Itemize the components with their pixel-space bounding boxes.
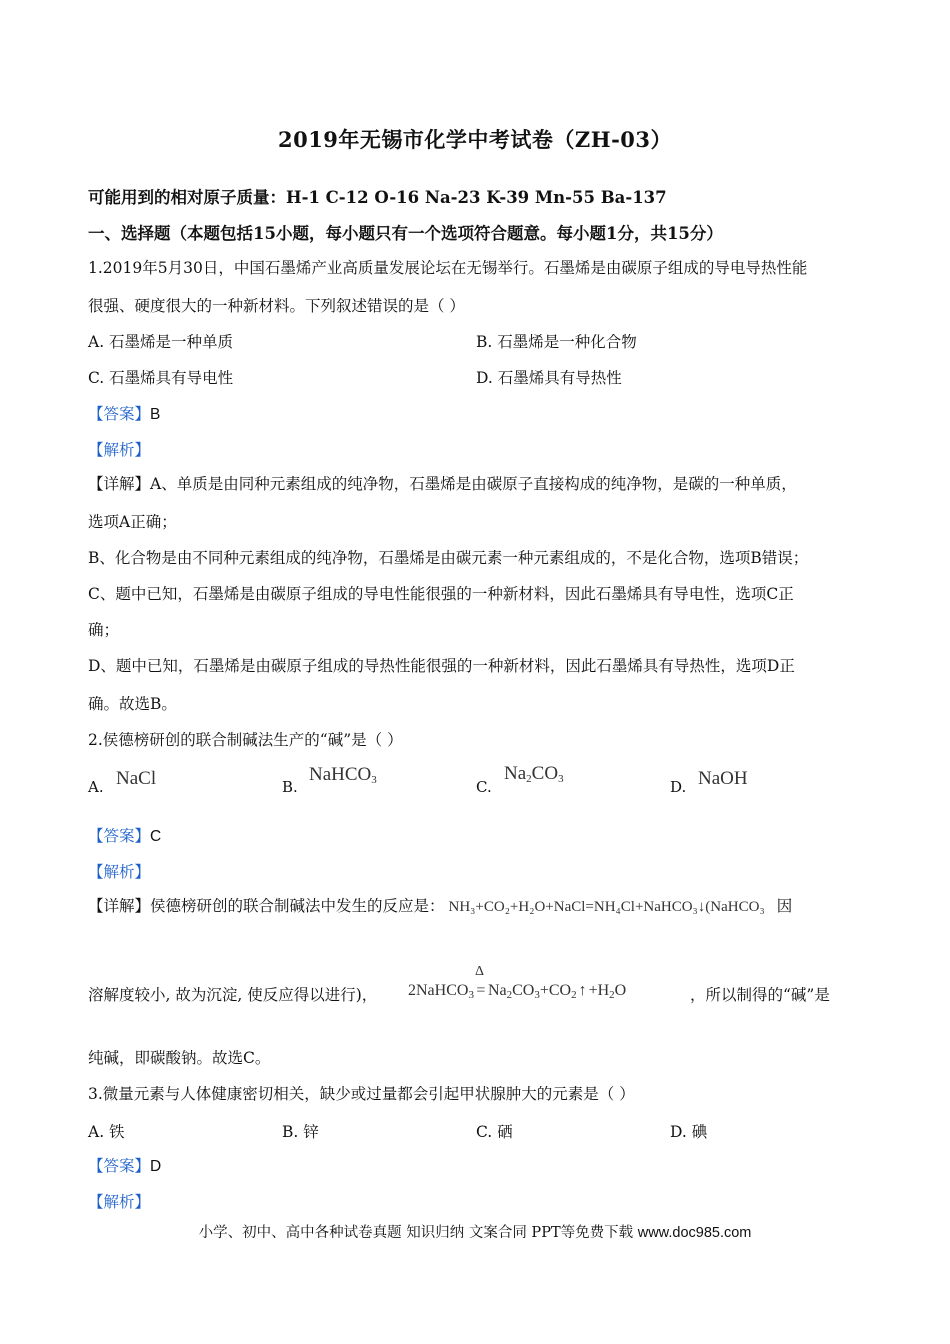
formula-subscript: 3 <box>534 989 540 1001</box>
formula-text: +H <box>588 982 610 999</box>
heat-equals: Δ = <box>474 964 486 999</box>
formula-text: O <box>614 982 627 999</box>
delta-symbol: Δ <box>474 964 484 979</box>
page-title: 2019年无锡市化学中考试卷（ZH-03） <box>277 127 673 152</box>
page-footer <box>0 1221 950 1242</box>
formula-subscript: 2 <box>571 989 577 1001</box>
q2-detail-line3: 纯碱，即碳酸钠。故选C。 <box>88 1049 271 1067</box>
q2-option-c-label: C. <box>476 778 492 796</box>
formula-subscript: 3 <box>371 774 377 786</box>
q2-option-a-label: A. <box>88 778 104 796</box>
q1-detail-line3: B、化合物是由不同种元素组成的纯净物，石墨烯是由碳元素一种元素组成的，不是化合物，选项B错误； <box>88 549 809 567</box>
footer-text: 小学、初中、高中各种试卷真题 知识归纳 文案合同 PPT等免费下载 <box>198 1225 638 1241</box>
answer-tag: 【答案】 <box>88 405 151 423</box>
q1-detail-line6: D、题中已知，石墨烯是由碳原子组成的导热性能很强的一种新材料，因此石墨烯具有导热性，选项D正 <box>88 657 795 675</box>
gas-arrow-icon: ↑ <box>578 982 587 999</box>
formula-text: 2NaHCO <box>408 982 469 999</box>
formula-text: CO <box>531 763 559 784</box>
q3-option-c: C. 硒 <box>476 1123 513 1141</box>
answer-tag: 【答案】 <box>88 1157 151 1175</box>
formula-text: +CO <box>539 982 572 999</box>
q3-answer <box>88 1154 161 1176</box>
answer-value: D <box>150 1158 162 1175</box>
q1-detail-line7: 确。故选B。 <box>88 695 177 713</box>
q1-option-c: C. 石墨烯具有导电性 <box>88 369 234 387</box>
detail-text: 因 <box>776 897 793 915</box>
formula-subscript: 3 <box>558 773 564 785</box>
detail-text: 溶解度较小, 故为沉淀, 使反应得以进行)， <box>88 986 378 1004</box>
q2-option-c-formula <box>504 763 564 785</box>
answer-value: C <box>150 828 162 845</box>
formula-subscript: 2 <box>506 989 513 1001</box>
q1-detail-line1: 【详解】A、单质是由同种元素组成的纯净物，石墨烯是由碳原子直接构成的纯净物，是碳的一种单质， <box>88 475 797 493</box>
q1-analysis-tag: 【解析】 <box>88 441 151 459</box>
formula-text: NaHCO <box>309 764 372 785</box>
q2-option-b-label: B. <box>282 778 298 796</box>
q2-stem: 2.侯德榜研创的联合制碱法生产的“碱”是（ ） <box>88 731 403 749</box>
formula-text: CO <box>512 982 535 999</box>
formula-subscript: 2 <box>609 989 615 1001</box>
section-heading: 一、选择题（本题包括15小题，每小题只有一个选项符合题意。每小题1分，共15分） <box>88 224 723 243</box>
q2-answer <box>88 824 161 846</box>
reaction-equation-1: NH₃+CO₂+H₂O+NaCl=NH₄Cl+NaHCO₃↓(NaHCO₃ <box>448 899 765 915</box>
atomic-masses: 可能用到的相对原子质量：H-1 C-12 O-16 Na-23 K-39 Mn-55 Ba-137 <box>88 188 667 207</box>
q1-detail-line2: 选项A正确； <box>88 513 177 531</box>
reaction-equation-2 <box>408 964 627 1001</box>
q3-stem: 3.微量元素与人体健康密切相关，缺少或过量都会引起甲状腺肿大的元素是（ ） <box>88 1085 635 1103</box>
q3-analysis-tag: 【解析】 <box>88 1193 151 1211</box>
q3-option-b: B. 锌 <box>282 1123 319 1141</box>
q2-detail-line2-suffix: ，所以制得的“碱”是 <box>690 986 830 1004</box>
q2-option-a-formula: NaCl <box>116 768 157 789</box>
q1-option-d: D. 石墨烯具有导热性 <box>476 369 622 387</box>
q2-detail-line2 <box>88 985 377 1005</box>
q2-option-d-label: D. <box>670 778 687 796</box>
q2-detail-line1 <box>88 896 792 917</box>
q1-detail-line4: C、题中已知，石墨烯是由碳原子组成的导电性能很强的一种新材料，因此石墨烯具有导电性，选项C正 <box>88 585 794 603</box>
formula-text: Na <box>487 982 507 999</box>
q1-option-b: B. 石墨烯是一种化合物 <box>476 333 637 351</box>
detail-text: 【详解】侯德榜研创的联合制碱法中发生的反应是： <box>88 897 445 915</box>
q1-answer <box>88 402 160 424</box>
q1-stem-line2: 很强、硬度很大的一种新材料。下列叙述错误的是（ ） <box>88 297 465 315</box>
formula-text: Na <box>504 763 527 784</box>
q3-option-d: D. 碘 <box>670 1123 708 1141</box>
footer-link[interactable]: www.doc985.com <box>637 1225 752 1241</box>
q1-option-a: A. 石墨烯是一种单质 <box>88 333 234 351</box>
formula-subscript: 3 <box>468 989 474 1001</box>
answer-tag: 【答案】 <box>88 827 151 845</box>
q2-analysis-tag: 【解析】 <box>88 863 151 881</box>
q3-option-a: A. 铁 <box>88 1123 125 1141</box>
answer-value: B <box>150 406 161 423</box>
q2-option-d-formula: NaOH <box>698 768 748 789</box>
q1-stem-line1: 1.2019年5月30日，中国石墨烯产业高质量发展论坛在无锡举行。石墨烯是由碳原子组成的导电导热性能 <box>88 259 808 277</box>
q2-option-b-formula <box>309 764 377 786</box>
q1-detail-line5: 确； <box>88 621 120 639</box>
formula-subscript: 2 <box>526 773 532 785</box>
